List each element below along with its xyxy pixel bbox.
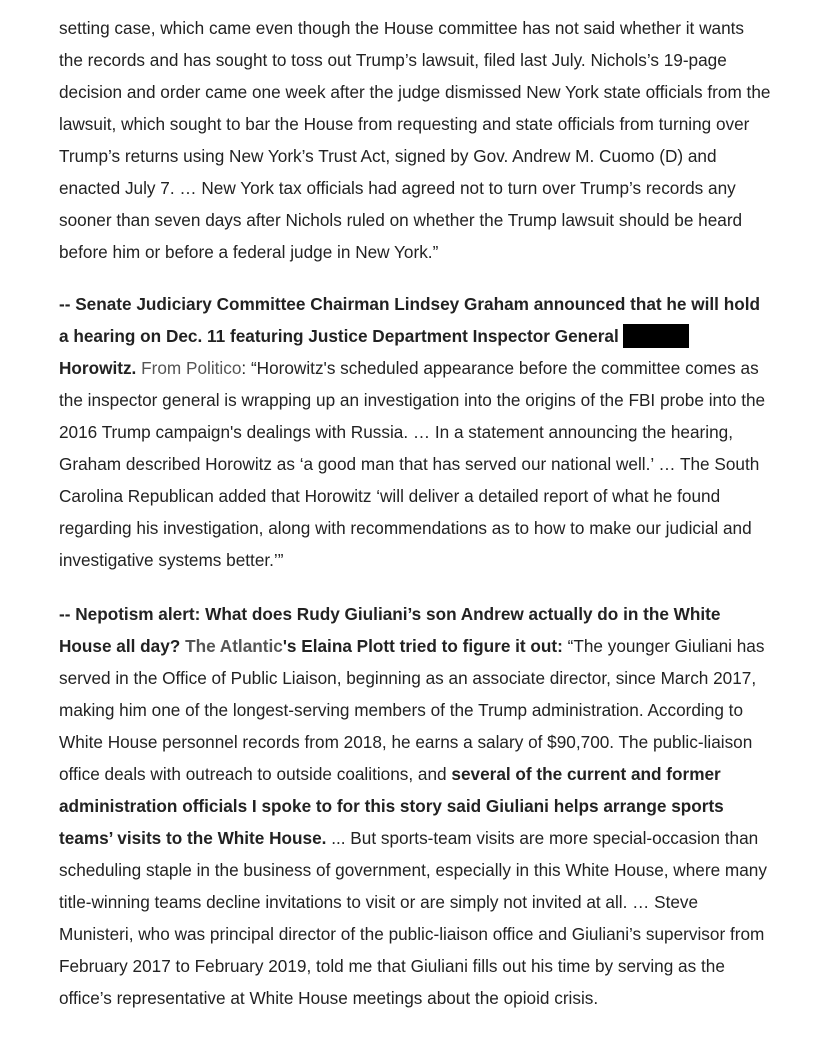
bold-lead: -- Senate Judiciary Committee Chairman Lindsey Graham announced that he will hold a hearing on Dec. 11 featuring Justice Department Inspector General (59, 294, 761, 346)
paragraph-graham-hearing (59, 288, 771, 576)
bold-after-link: 's Elaina Plott tried to figure it out: (282, 636, 563, 656)
paragraph-text-2: ... But sports-team visits are more special-occasion than scheduling staple in the business of government, especially in this White House, where many title-winning teams decline invitations to visit or are simply not invited at all. … Steve Munisteri, who was principal director of the public-liaison office and Giuliani’s supervisor from February 2017 to February 2019, told me that Giuliani fills out his time by serving as the office’s representative at White House meetings about the opioid crisis. (59, 828, 767, 1008)
bold-lead: -- Nepotism alert: What does Rudy Giuliani’s son Andrew actually do in the White House all day? (59, 604, 721, 656)
atlantic-link[interactable]: The Atlantic (185, 636, 283, 656)
paragraph-giuliani (59, 598, 771, 1014)
redaction-box (623, 324, 689, 348)
paragraph-tax-lawsuit (59, 12, 771, 268)
paragraph-text-1: “The younger Giuliani has served in the Office of Public Liaison, beginning as an associate director, since March 2017, making him one of the longest-serving members of the Trump administration. According to White House personnel records from 2018, he earns a salary of $90,700. The public-liaison office deals with outreach to outside coalitions, and (59, 636, 765, 784)
paragraph-text: setting case, which came even though the House committee has not said whether it wants the records and has sought to toss out Trump’s lawsuit, filed last July. Nichols’s 19-page decision and order came one week after the judge dismissed New York state officials from the lawsuit, which sought to bar the House from requesting and state officials from turning over Trump’s returns using New York’s Trust Act, signed by Gov. Andrew M. Cuomo (D) and enacted July 7. … New York tax officials had agreed not to turn over Trump’s records any sooner than seven days after Nichols ruled on whether the Trump lawsuit should be heard before him or before a federal judge in New York.” (59, 18, 771, 262)
politico-link[interactable]: From Politico (141, 358, 242, 378)
bold-mid: several of the current and former administration officials I spoke to for this story said Giuliani helps arrange sports teams’ visits to the White House. (59, 764, 724, 848)
bold-name: Horowitz. (59, 358, 137, 378)
paragraph-text: : “Horowitz's scheduled appearance before the committee comes as the inspector general is wrapping up an investigation into the origins of the FBI probe into the 2016 Trump campaign's dealings with Russia. … In a statement announcing the hearing, Graham described Horowitz as ‘a good man that has served our national well.’ … The South Carolina Republican added that Horowitz ‘will deliver a detailed report of what he found regarding his investigation, along with recommendations as to how to make our judicial and investigative systems better.’” (59, 358, 766, 570)
